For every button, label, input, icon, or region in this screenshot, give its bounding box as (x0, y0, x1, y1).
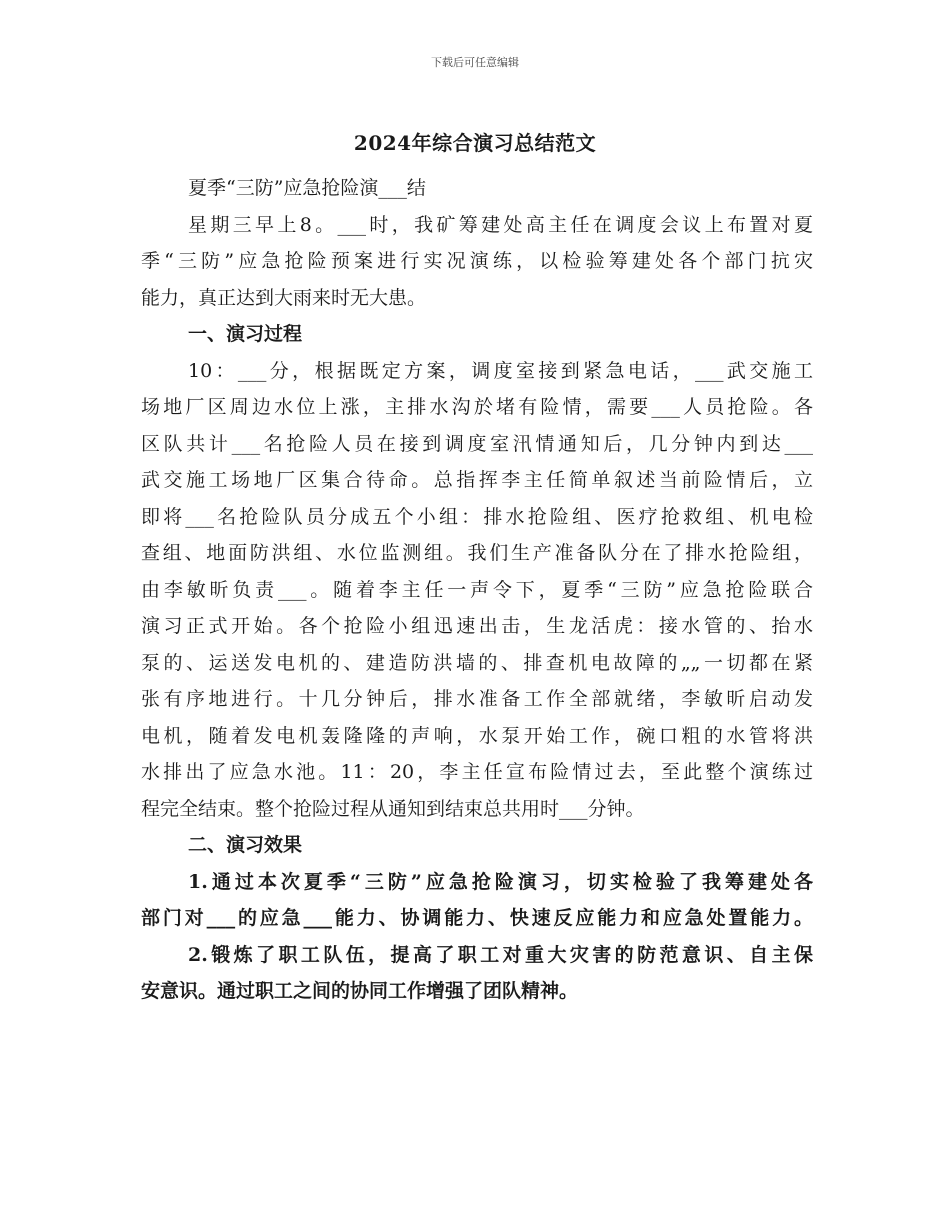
intro-line: 星期三早上8。___时，我矿筹建处高主任在调度会议上布置对夏 (188, 213, 813, 236)
intro-line: 能力，真正达到大雨来时无大患。 (141, 286, 427, 309)
paragraph-line: 10：___分，根据既定方案，调度室接到紧急电话，___武交施工 (188, 359, 813, 382)
effect-line: 部门对___的应急___能力、协调能力、快速反应能力和应急处置能力。 (141, 907, 813, 929)
paragraph-line: 电机，随着发电机轰隆隆的声响，水泵开始工作，碗口粗的水管将洪 (141, 724, 813, 747)
page-header-note: 下载后可任意编辑 (431, 56, 519, 69)
document-subtitle: 夏季“三防”应急抢险演___结 (188, 177, 426, 199)
document-title: 2024年综合演习总结范文 (353, 131, 597, 155)
section-heading-process: 一、演习过程 (188, 323, 303, 345)
effect-line: 安意识。通过职工之间的协同工作增强了团队精神。 (141, 980, 579, 1002)
paragraph-line: 查组、地面防洪组、水位监测组。我们生产准备队分在了排水抢险组， (141, 542, 813, 564)
paragraph-line: 程完全结束。整个抢险过程从通知到结束总共用时___分钟。 (141, 797, 645, 820)
paragraph-line: 即将___名抢险队员分成五个小组：排水抢险组、医疗抢救组、机电检 (141, 505, 813, 528)
paragraph-line: 区队共计___名抢险人员在接到调度室汛情通知后，几分钟内到达___ (141, 432, 813, 455)
paragraph-line: 水排出了应急水池。11：20，李主任宣布险情过去，至此整个演练过 (141, 761, 813, 783)
paragraph-line: 场地厂区周边水位上涨，主排水沟於堵有险情，需要___人员抢险。各 (141, 396, 813, 418)
section-heading-effect: 二、演习效果 (188, 834, 303, 856)
paragraph-line: 武交施工场地厂区集合待命。总指挥李主任简单叙述当前险情后，立 (141, 469, 813, 491)
effect-line: 2.锻炼了职工队伍，提高了职工对重大灾害的防范意识、自主保 (188, 943, 813, 966)
paragraph-line: 由李敏昕负责___。随着李主任一声令下，夏季“三防”应急抢险联合 (141, 578, 813, 601)
intro-line: 季“三防”应急抢险预案进行实况演练，以检验筹建处各个部门抗灾 (141, 250, 813, 272)
effect-line: 1.通过本次夏季“三防”应急抢险演习，切实检验了我筹建处各 (188, 870, 813, 893)
paragraph-line: 演习正式开始。各个抢险小组迅速出击，生龙活虎：接水管的、抬水 (141, 615, 813, 637)
paragraph-line: 泵的、运送发电机的、建造防洪墙的、排查机电故障的„„一切都在紧 (141, 651, 813, 674)
document-body (141, 170, 813, 1010)
paragraph-line: 张有序地进行。十几分钟后，排水准备工作全部就绪，李敏昕启动发 (141, 688, 813, 710)
